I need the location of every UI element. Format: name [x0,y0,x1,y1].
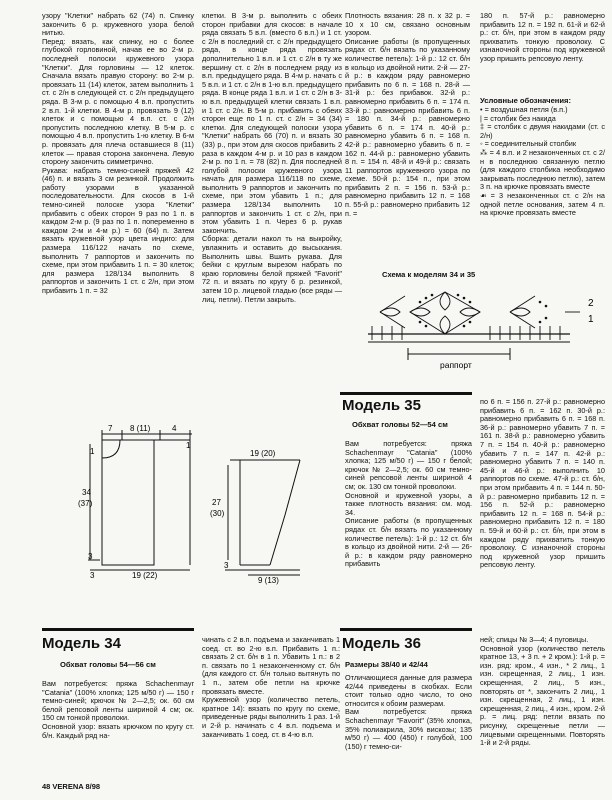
diag-left-b2: 19 (22) [132,571,158,580]
diag-left-l3: (37) [78,499,93,508]
m36-title: Модель 36 [342,635,421,652]
schema-row-1: 1 [588,314,594,325]
m34-rule [42,628,194,631]
pattern-diagram-body [60,420,200,580]
m35-title: Модель 35 [342,397,421,414]
diag-left-l1: 1 [90,447,95,456]
m36-right: ней; спицы № 3—4; 4 пуговицы. Основной узор (количество петель кратное 13, + 3 п. + 2 кром.): 1-й р. = изн. ряд: кром., 4 изн., * 2 лиц., 1 изн. скрещенная, 2 лиц., 1 изн. скрещенная, 2 лиц., 5 изн., повторять от *, закончить 2 лиц., 1 изн. скрещенная, 2 лиц., 1 изн. скрещенная, 2 лиц., 4 изн., кром. 2-й р. = лиц. ряд: петли вязать по рисунку, скрещенные петли — лицевыми скрещенными. Повторять 1-й и 2-й ряды. [480,635,605,748]
diag-right-top: 19 (20) [250,449,276,458]
diag-left-top-3: 4 [172,424,177,433]
crochet-schema [360,282,605,377]
diag-left-l4: 3 [88,552,93,561]
page-footer: 48 VERENA 8/98 [42,782,101,791]
diag-right-bottom: 3 [224,561,229,570]
m34-left: Вам потребуется: пряжа Schachenmayr "Catania" (100% хлопка; 125 м/50 г) — 150 г темно-синей; крючок № 2—2,5; ок. 60 см белой репсовой ленты шириной 4 см; ок. 150 см тонкой проволоки. Основной узор: вязать крючком по кругу ст. б/н. Каждый ряд на- [42,679,194,740]
diag-left-top-2: 8 (11) [130,424,151,433]
diag-left-l2: 34 [82,488,91,497]
legend-title: Условные обозначения: [480,96,572,105]
col2-text: клетки. В 3-м р. выполнить с обеих сторон прибавки для скосов: в начале ряда связать 5 в.п. (вместо 6 в.п.) и 1 ст. с 2/н в последний ст. с 2/н предыдущего ряда, в конце ряда провязать дополнительно 1 в.п. и 1 ст. с 2/н в ту же вершину ст. с 2/н в последнем ряду из в.п. предыдущего ряда. В 4-м р. начать с 5 в.п. и 1 ст. с 2/н в 1-ю в.п. предыдущего ряда. В конце ряда 1 в.п. и 1 ст. с 2/н в 3-ю в.п. предыдущей клетки связать 1 в.п. и 1 ст. с 2/н. В 5-м р. прибавить с обеих сторон еще по 1 п. ст. с 2/н = 34 (34) клетки. Для следующей полоски узора "Клетки" набрать 66 (70) п. и вязать 30 (33) р., при этом для скосов прибавить 2 раза в каждом 4-м р. и 10 раз в каждом 2-м р. по 1 п. = 78 (82) п. Для последней голубой полоски кружевного узора начать для размера 116/118 по схеме, выполнить 9 раппортов и закончить по схеме, при этом убавить 1 п.; для размера 128/134 выполнить 10 раппортов и закончить 1 ст. с 2/н, при этом убавить 1 п. Через 6 р. рукав закончить. Сборка: детали накол ть на выкройку, увлажнить и оставить до высыхания. Выполнить швы. Вшить рукава. Для бейки с круглым вырезом набрать по краю горловины белой пряжей "Favorit" 72 п. и вязать по кругу 6 р. резинкой, затем 10 р. лицевой гладью (все ряды — лиц. петли). Петли закрыть. [202,11,342,304]
col3-text: Плотность вязания: 28 п. х 32 р. = 10 х 10 см, связано основным узором. Описание работы (в пропущенных рядах ст. б/н вязать по указанному количестве петель): 1-й р.: 12 ст. б/н в кольцо из двойной нити. 2-й — 27-й р.: в каждом ряду равномерно прибавить по 6 п. = 168 п. 28-й — 31-й р.: без прибавок. 32-й р.: равномерно прибавить 6 п. = 174 п. 33-й р.: равномерно прибавить 6 п. = 180 п. 34-й р.: равномерно убавить 6 п. = 174 п. 40-й р.: равномерно убавить 6 п. = 168 п. 42-й р.: равномерно убавить 6 п. = 162 п. 44-й р.: равномерно убавить 8 п. = 154 п. 48-й и 49-й р.: связать 11 раппортов кружевного узора по схеме. 50-й р.: 154 п., при этом прибавить 2 п. = 156 п. 53-й р.: равномерно прибавить 12 п. = 168 п. 55-й р.: равномерно прибавить 12 п. = [345,11,470,218]
m36-sub: Размеры 38/40 и 42/44 [345,660,428,669]
schema-row-2: 2 [588,298,594,309]
diag-left-top-1: 7 [108,424,113,433]
m35-right: по 6 п. = 156 п. 27-й р.: равномерно прибавить 6 п. = 162 п. 30-й р.: равномерно прибавить 6 п. = 168 п. 36-й р.: равномерно убавить 7 п. = 161 п. 38-й р.: равномерно убавить 7 п. = 154 п. 40-й р.: равномерно убавить 7 п. = 147 п. 42-й р.: равномерно убавить 7 п. = 140 п. 45-й и 46-й р.: выполнить 10 раппортов по схеме. 47-й р.: ст. б/н, при этом прибавить 4 п. = 144 п. 50-й р.: равномерно прибавить 12 п. = 156 п. 52-й р.: равномерно прибавить 12 п. = 168 п. 54-й р.: равномерно прибавить 12 п. = 180 п. 59-й и 60-й р.: ст. б/н, при этом в каждом ряду прихватить тонкую проволоку. С изнаночной стороны под кружевной узор пришить репсовую ленту. [480,397,605,570]
schema-title: Схема к моделям 34 и 35 [382,270,476,279]
col4-text: 180 п. 57-й р.: равномерно прибавить 12 п. = 192 п. 61-й и 62-й р.: ст. б/н, при этом в каждом ряду прихватить тонкую проволоку. С изнаночной стороны под кружевной узор пришить репсовую ленту. [480,11,605,63]
m36-left: Отличающиеся данные для размера 42/44 приведены в скобках. Если стоит только одно число, то оно относится к обоим размерам. Вам потребуется: пряжа Schachenmayr "Favorit" (35% хлопка, 35% полиакрила, 30% вискозы; 135 м/50 г) — 400 (450) г голубой, 100 (150) г темно-си- [345,673,472,751]
diag-right-l1: 27 [212,498,221,507]
m35-sub: Обхват головы 52—54 см [352,420,448,429]
diag-left-b1: 3 [90,571,95,580]
legend-text: • = воздушная петля (в.п.) | = столбик без накида ‡ = столбик с двумя накидами (ст. с 2/н) ◦ = соединительный столбик ⁂ = 4 в.п. и 2 незаконченных ст. с 2/н в последнюю связанную петлю (для каждого столбика необходимо закрывать последнюю петлю), затем 3 п. на крючке провязать вместе ☙ = 3 незаконченных ст. с 2/н на одной петле основания, затем 4 п. на крючке провязать вместе [480,105,605,218]
diag-right-l2: (30) [210,509,225,518]
col1-text: узору "Клетки" набрать 62 (74) п. Спинку закончить 6 р. кружевного узора белой нитью. Перед: вязать, как спинку, но с более глубокой горловиной, начав ее во 2-м р. последней полоски кружевного узора "Клетки". Для горловины — 12 клеток. Сначала вязать правую сторону: во 2-м р. провязать 11 (14) клеток, затем выполнить 1 ст. с 2/н в следующей ст. с 2/н предыдущего ряда. В 3-м р. с помощью 4 в.п. пропустить 2 в.п. 1-й клетки. В 4-м р. провязать 9 (12) клеток и с помощью 4 в.п. ст. с 2/н пропустить последнюю клетку. В 5-м р. с помощью 4 в.п. пропустить 1-ю клетку. В 6-м р. провязать для плеча оставшиеся 8 (11) клеток — правая сторона закончена. Левую сторону закончить симметрично. Рукава: набрать темно-синей пряжей 42 (46) п. и вязать 3 см резинкой. Продолжить работу узорами в указанной последовательности. Для скосов в 1-й темно-синей полоске узора "Клетки" прибавить с обеих сторон 9 раз по 1 п. в каждом 2-м р. (9 раз по 1 п. попеременно в каждом 2-м и 4-м р.) = 60 (64) п. Затем вязать кружевной узор цвета индиго: для размера 116/122 начать по схеме, выполнить 7 раппортов и закончить по схеме, при этом прибавить 1 п. = 30 клеток; для размера 128/134 выполнить 8 раппортов и закончить 1 ст. с 2/н, при этом прибавить 1 п. = 32 [42,11,194,295]
diag-left-r1: 1 [186,441,191,450]
pattern-diagram-sleeve [210,449,320,585]
m35-left: Вам потребуется: пряжа Schachenmayr "Catania" (100% хлопка; 125 м/50 г) — 150 г белой; крючок № 2—2,5; ок. 60 см темно-синей репсовой ленты шириной 4 см; ок. 130 см тонкой проволоки. Основной и кружевной узоры, а также плотность вязания: см. мод. 34. Описание работы (в пропущенных рядах ст. б/н вязать по указанному количестве петель): 1-й р.: 12 ст. б/н в кольцо из двойной нити. 2-й — 26-й р.: в каждом ряду равномерно прибавить [345,439,472,569]
diag-right-inner: 9 (13) [258,576,279,585]
m34-title: Модель 34 [42,635,121,652]
m34-right: чинать с 2 в.п. подъема и заканчивать 1 соед. ст. во 2-ю в.п. Прибавить 1 п.: связать 2 ст. б/н в 1 п. Убавить 1 п.: в 2 п. связать по 1 незаконченному ст. б/н (для каждого ст. б/н только вытянуть по 1 п., затем обе петли на крючке провязать вместе. Кружевной узор (количество петель, кратное 14): вязать по кругу по схеме, приведенные ряды выполнить 1 раз. 1-й и 2-й р. начинать с 4 в.п. подъема и заканчивать 1 соед. ст. в 4-ю в.п. [202,635,340,739]
m36-rule [340,628,472,631]
schema-rapport: раппорт [440,360,472,370]
m35-rule [340,392,472,395]
m34-sub: Обхват головы 54—56 см [60,660,156,669]
